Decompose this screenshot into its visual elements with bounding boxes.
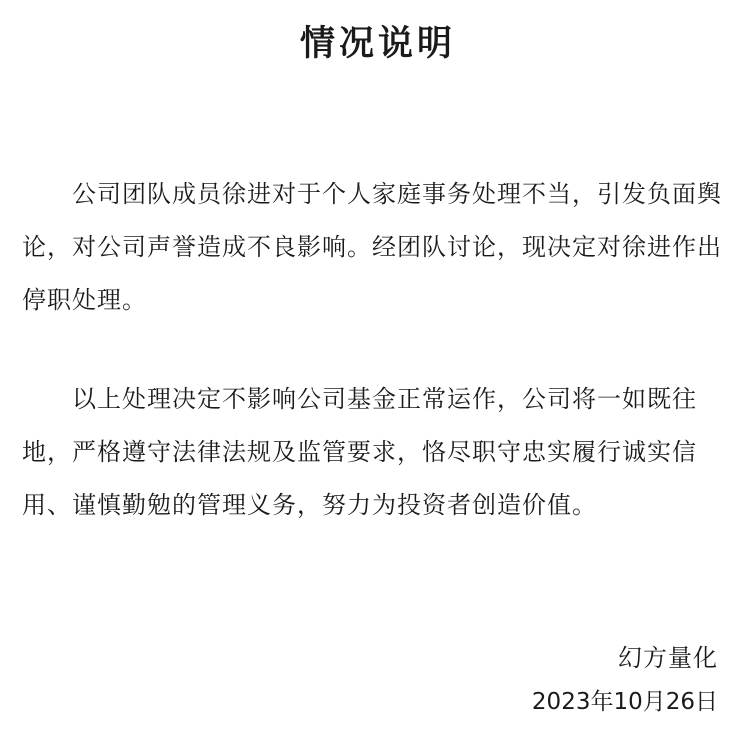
signature-date: 2023年10月26日 [531,689,718,715]
signature-organization: 幻方量化 [618,644,718,672]
paragraph-suspension-notice: 公司团队成员徐进对于个人家庭事务处理不当，引发负面舆论，对公司声誉造成不良影响。经团队讨论，现决定对徐进作出停职处理。 [22,180,722,314]
document-title: 情况说明 [299,24,456,64]
paragraph-operations-statement: 以上处理决定不影响公司基金正常运作，公司将一如既往地，严格遵守法律法规及监管要求，恪尽职守忠实履行诚实信用、谨慎勤勉的管理义务，努力为投资者创造价值。 [22,385,697,519]
